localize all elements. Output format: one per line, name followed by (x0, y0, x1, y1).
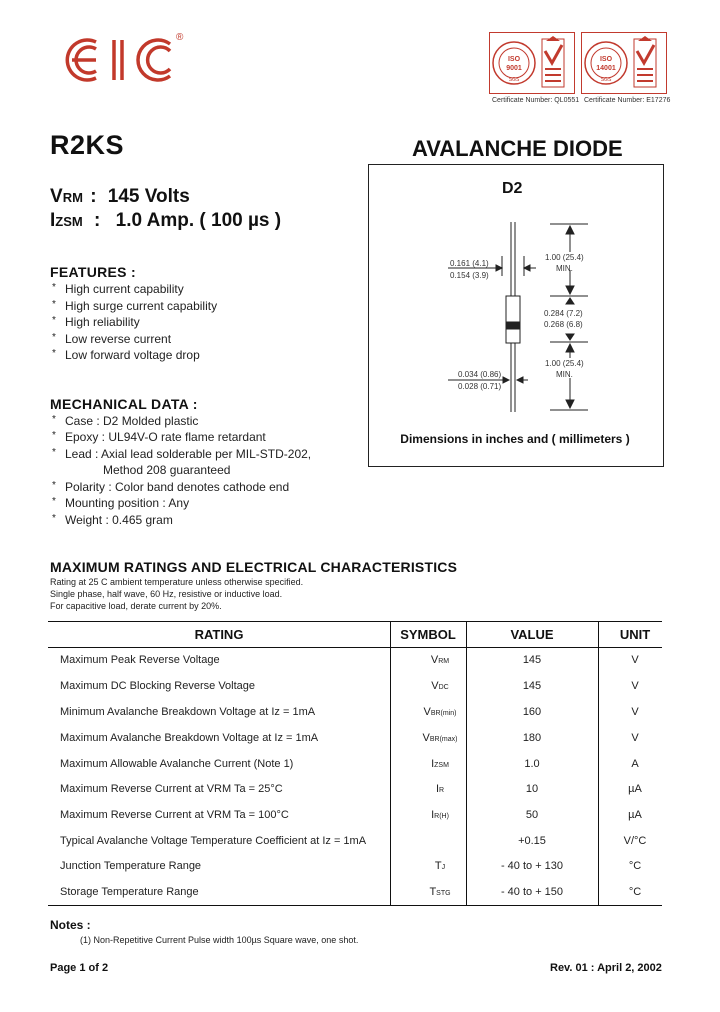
table-row: Maximum Reverse Current at VRM Ta = 25°C IR 10 µA (60, 783, 642, 795)
note-item: (1) Non-Repetitive Current Pulse width 100µs Square wave, one shot. (80, 935, 359, 945)
col-unit: UNIT (619, 627, 651, 642)
feature-item: * Low forward voltage drop (52, 348, 200, 362)
mechanical-item: * Case : D2 Molded plastic (52, 414, 199, 428)
svg-text:14001: 14001 (596, 65, 616, 72)
diode-body (506, 296, 520, 343)
cert2-caption: Certificate Number: E17276 (584, 97, 671, 104)
iso9001-badge (489, 32, 575, 94)
feature-item: * Low reverse current (52, 332, 172, 346)
table-row: Typical Avalanche Voltage Temperature Coefficient at Iz = 1mA +0.15 V/°C (60, 835, 647, 847)
dim-lead-bot: 1.00 (25.4) (545, 359, 584, 368)
izsm-symbol: I (50, 210, 56, 231)
dim-body-dia-max: 0.161 (4.1) (450, 259, 489, 268)
dim-lead-dia-min: 0.028 (0.71) (458, 382, 502, 391)
ratings-note: Single phase, half wave, 60 Hz, resistive or inductive load. (50, 589, 283, 599)
vrm-sub: RM (62, 190, 83, 205)
col-symbol: SYMBOL (400, 627, 456, 642)
table-row: Maximum Peak Reverse Voltage VRM 145 V (60, 654, 639, 666)
svg-text:SGS: SGS (508, 77, 520, 83)
vrm-value: 145 Volts (107, 186, 190, 207)
ratings-heading: MAXIMUM RATINGS AND ELECTRICAL CHARACTERISTICS (50, 559, 458, 575)
dimensions-note: Dimensions in inches and ( millimeters ) (400, 432, 630, 446)
table-row: Maximum Avalanche Breakdown Voltage at Iz = 1mA VBR(max) 180 V (60, 732, 639, 744)
device-type: AVALANCHE DIODE (412, 136, 623, 161)
dim-lead-top: 1.00 (25.4) (545, 253, 584, 262)
cert1-caption: Certificate Number: QL0551 (492, 97, 580, 104)
features-heading: FEATURES : (50, 264, 136, 280)
mechanical-heading: MECHANICAL DATA : (50, 396, 198, 412)
notes-heading: Notes : (50, 918, 91, 932)
ratings-note: For capacitive load, derate current by 20%. (50, 601, 222, 611)
table-row: Junction Temperature Range TJ - 40 to + 130 °C (60, 860, 642, 872)
table-row: Maximum Reverse Current at VRM Ta = 100°C IR(H) 50 µA (60, 809, 642, 821)
svg-text:ISO: ISO (507, 56, 521, 63)
mechanical-item: * Weight : 0.465 gram (52, 513, 173, 527)
feature-item: * High reliability (52, 315, 140, 329)
table-row: Maximum Allowable Avalanche Current (Note 1) IZSM 1.0 A (60, 758, 639, 770)
izsm-sub: ZSM (55, 214, 83, 229)
svg-text:ISO: ISO (599, 56, 613, 63)
izsm-colon: : (94, 210, 101, 231)
dim-lead-dia-max: 0.034 (0.86) (458, 370, 502, 379)
spec-izsm (50, 210, 281, 232)
vrm-colon: : (90, 186, 97, 207)
dim-lead-bot-min: MIN. (556, 370, 573, 379)
package-name: D2 (502, 180, 523, 197)
cathode-band (506, 322, 520, 329)
mechanical-item: * Polarity : Color band denotes cathode end (52, 480, 290, 494)
page-indicator: Page 1 of 2 (50, 962, 109, 974)
vrm-symbol: V (50, 186, 63, 207)
dim-body-len-max: 0.284 (7.2) (544, 309, 583, 318)
iso14001-seal-icon (582, 33, 666, 93)
dim-body-len-min: 0.268 (6.8) (544, 320, 583, 329)
part-number: R2KS (50, 130, 125, 160)
registered-mark: ® (176, 32, 184, 43)
revision-date: Rev. 01 : April 2, 2002 (550, 962, 662, 974)
izsm-value: 1.0 Amp. ( 100 µs ) (115, 210, 282, 231)
dim-body-dia-min: 0.154 (3.9) (450, 271, 489, 280)
mechanical-item: * Mounting position : Any (52, 496, 190, 510)
table-row: Minimum Avalanche Breakdown Voltage at Iz = 1mA VBR(min) 160 V (60, 706, 639, 718)
feature-item: * High current capability (52, 282, 184, 296)
ratings-note: Rating at 25 C ambient temperature unless otherwise specified. (50, 577, 304, 587)
mechanical-item: * Lead : Axial lead solderable per MIL-STD-202, (52, 447, 312, 461)
iso9001-seal-icon (490, 33, 574, 93)
svg-text:9001: 9001 (506, 65, 522, 72)
table-row: Storage Temperature Range TSTG - 40 to + 150 °C (60, 886, 642, 898)
col-value: VALUE (510, 627, 554, 642)
company-logo (62, 30, 190, 90)
diode-outline-drawing (368, 164, 662, 434)
spec-vrm (50, 186, 190, 208)
mechanical-item: * Epoxy : UL94V-O rate flame retardant (52, 430, 266, 444)
mechanical-lead-continuation: Method 208 guaranteed (103, 463, 231, 477)
eic-logo-mark (62, 30, 178, 90)
table-row: Maximum DC Blocking Reverse Voltage VDC 145 V (60, 680, 639, 692)
col-rating: RATING (194, 627, 244, 642)
svg-text:SGS: SGS (600, 77, 612, 83)
feature-item: * High surge current capability (52, 299, 218, 313)
iso14001-badge (581, 32, 667, 94)
dim-lead-top-min: MIN. (556, 264, 573, 273)
